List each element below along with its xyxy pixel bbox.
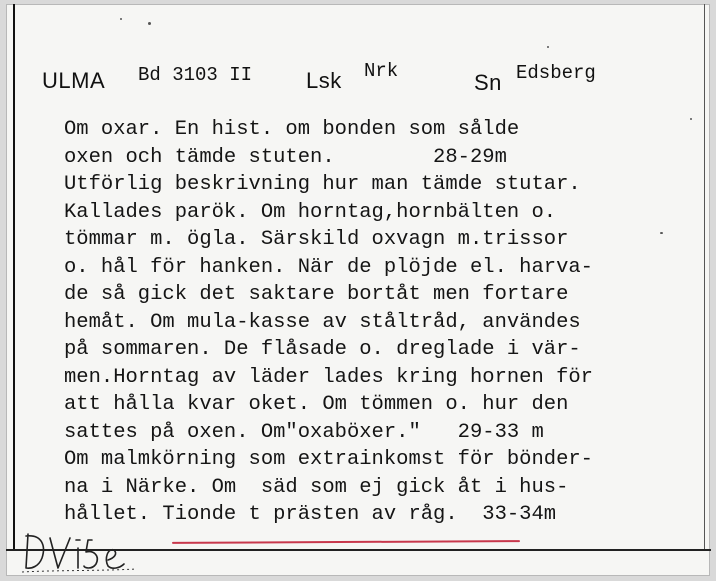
body-line-5: tömmar m. ögla. Särskild oxvagn m.trissor bbox=[64, 228, 569, 251]
card-body-text bbox=[64, 116, 684, 529]
body-line-7: de så gick det saktare bortåt men fortare bbox=[64, 283, 569, 306]
landskap-value: Nrk bbox=[364, 60, 399, 82]
socken-value: Edsberg bbox=[516, 62, 596, 84]
body-line-8: hemåt. Om mula-kasse av ståltråd, användes bbox=[64, 310, 581, 334]
card-left-border bbox=[13, 4, 15, 549]
body-line-6: o. hål för hanken. När de plöjde el. harva- bbox=[64, 255, 593, 279]
body-line-12: sattes på oxen. Om"oxaböxer." 29-33 m bbox=[64, 420, 544, 444]
volume-value: Bd 3103 II bbox=[138, 64, 253, 86]
paper-speck bbox=[690, 118, 692, 120]
body-line-9: på sommaren. De flåsade o. dreglade i vär- bbox=[64, 338, 581, 361]
body-line-2: oxen och tämde stuten. 28-29m bbox=[64, 145, 507, 169]
body-line-10: men.Horntag av läder lades kring hornen för bbox=[64, 365, 593, 389]
card-header bbox=[42, 58, 682, 98]
body-line-4: Kallades parök. Om horntag,hornbälten o. bbox=[64, 200, 557, 224]
paper-speck bbox=[120, 18, 122, 20]
body-line-15: hållet. Tionde t prästen av råg. 33-34m bbox=[64, 503, 557, 526]
card-right-border bbox=[704, 4, 705, 550]
landskap-label: Lsk bbox=[306, 68, 342, 93]
socken-label: Sn bbox=[474, 70, 502, 95]
handwritten-signature bbox=[20, 528, 138, 574]
paper-speck bbox=[547, 46, 549, 48]
body-line-14: na i Närke. Om säd som ej gick åt i hus- bbox=[64, 475, 569, 499]
body-line-11: att hålla kvar oket. Om tömmen o. hur den bbox=[64, 393, 569, 416]
archive-label: ULMA bbox=[42, 68, 106, 93]
body-line-13: Om malmkörning som extrainkomst för bönder- bbox=[64, 448, 593, 471]
body-line-3: Utförlig beskrivning hur man tämde stutar. bbox=[64, 173, 581, 196]
paper-speck bbox=[148, 22, 151, 25]
body-line-1: Om oxar. En hist. om bonden som sålde bbox=[64, 118, 520, 141]
paper-speck bbox=[660, 232, 663, 234]
